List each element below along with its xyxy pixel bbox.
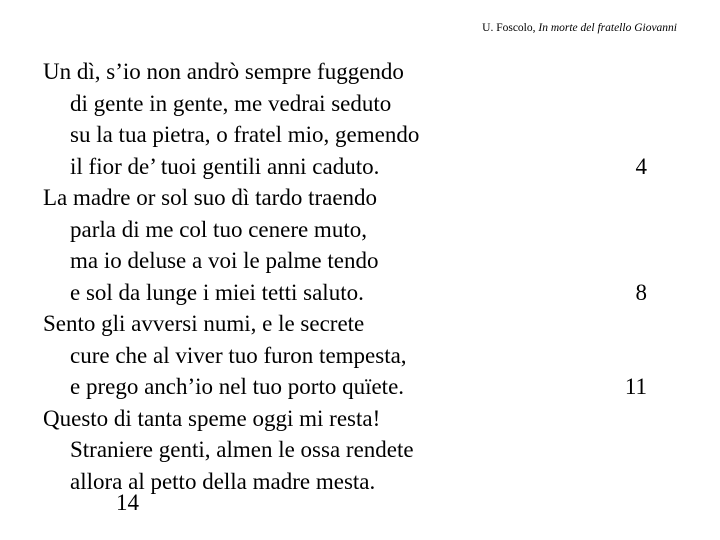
poem-line — [43, 88, 643, 120]
poem-line — [43, 371, 647, 403]
line-number: 8 — [635, 279, 647, 305]
poem-line-text: ma io deluse a voi le palme tendo — [70, 248, 379, 273]
poem-line-text: di gente in gente, me vedrai seduto — [70, 90, 392, 116]
poem-line-text: Sento gli avversi numi, e le secrete — [43, 311, 365, 336]
poem-line-text: Un dì, s’io non andrò sempre fuggendo — [43, 59, 404, 84]
poem-line — [43, 56, 643, 88]
poem-line — [43, 119, 643, 151]
poem-line — [43, 182, 643, 214]
poem-line-text: cure che al viver tuo furon tempesta, — [70, 342, 407, 368]
poem-line — [43, 340, 643, 372]
poem-line-text: Straniere genti, almen le ossa rendete — [70, 437, 414, 462]
final-line-number: 14 — [116, 490, 139, 515]
line-number: 11 — [624, 374, 647, 399]
poem-line-text: il fior de’ tuoi gentili anni caduto. — [70, 153, 380, 179]
page-header — [482, 22, 677, 34]
poem-line — [43, 308, 643, 340]
poem-body — [43, 56, 647, 497]
header-author: U. Foscolo, — [482, 22, 536, 34]
poem-line-text: La madre or sol suo dì tardo traendo — [43, 185, 378, 210]
poem-line — [43, 214, 643, 246]
poem-line — [43, 277, 647, 309]
poem-line-text: e prego anch’io nel tuo porto quïete. — [70, 374, 405, 399]
poem-line-text: allora al petto della madre mesta. — [70, 468, 376, 494]
poem-line — [43, 434, 643, 466]
poem-line — [43, 151, 647, 183]
poem-line-text: e sol da lunge i miei tetti saluto. — [70, 279, 364, 305]
poem-line — [43, 403, 643, 435]
header-title: In morte del fratello Giovanni — [538, 22, 677, 34]
poem-line-text: su la tua pietra, o fratel mio, gemendo — [70, 122, 420, 147]
poem-line — [43, 245, 643, 277]
poem-line-text: Questo di tanta speme oggi mi resta! — [43, 405, 381, 431]
line-number: 4 — [635, 153, 647, 179]
poem-line-text: parla di me col tuo cenere muto, — [70, 216, 367, 242]
